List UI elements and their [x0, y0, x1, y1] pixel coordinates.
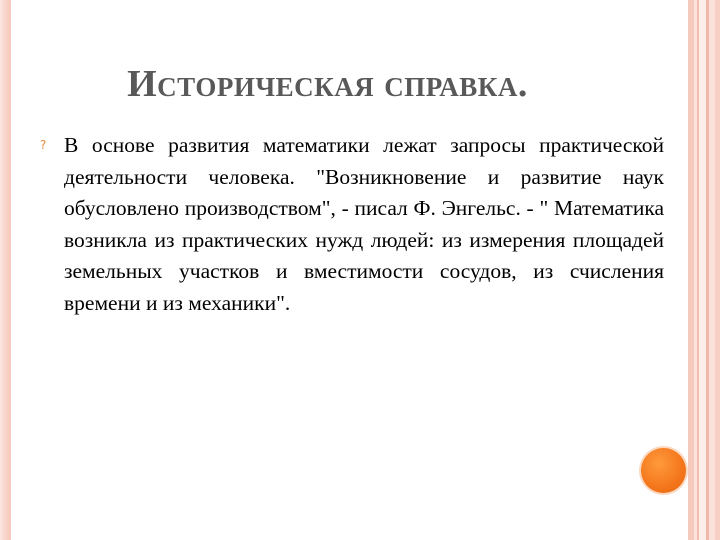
slide-title: Историческая справка.	[127, 63, 528, 105]
bullet-item	[40, 130, 664, 319]
orange-circle-decoration	[641, 448, 686, 493]
right-decorative-stripes	[686, 0, 720, 540]
body-paragraph: В основе развития математики лежат запросы практической деятельности человека. "Возникновение и развитие наук обусловлено производством", - писал Ф. Энгельс. - " Математика возникла из практических нужд людей: из измерения площадей земельных участков и вместимости сосудов, из счисления времени и из механики".	[64, 133, 664, 315]
bullet-icon: ?	[40, 138, 47, 152]
